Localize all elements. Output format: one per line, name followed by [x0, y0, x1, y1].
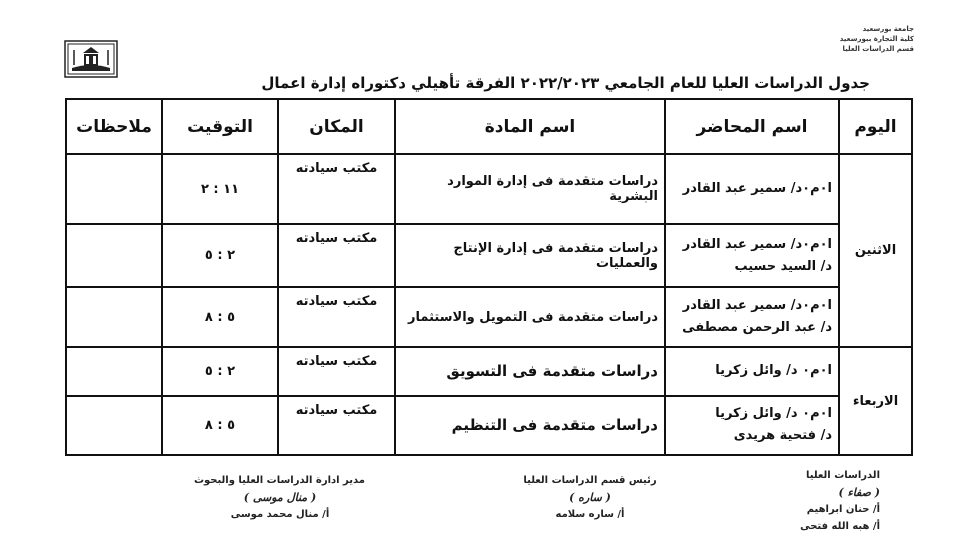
university-line-1: جامعة بورسعيد	[862, 25, 914, 33]
time-cell: ١١ : ٢	[162, 154, 278, 224]
university-line-3: قسم الدراسات العليا	[842, 45, 914, 53]
lecturer-name: ا٠م٠ د/ وائل زكريا	[715, 406, 832, 422]
table-row	[66, 347, 912, 395]
subject-cell: دراسات متقدمة فى التنظيم	[395, 396, 665, 455]
handwritten-signature: ( ساره )	[569, 491, 611, 504]
subject-cell: دراسات متقدمة فى إدارة الإنتاج والعمليات	[395, 224, 665, 286]
signature-block-director	[195, 472, 365, 523]
day-cell-wednesday: الاربعاء	[839, 347, 912, 455]
lecturer-name: د/ عبد الرحمن مصطفى	[682, 320, 832, 336]
signature-title: مدير ادارة الدراسات العليا والبحوث	[193, 475, 365, 486]
day-cell-monday: الاثنين	[839, 154, 912, 347]
university-header	[834, 24, 914, 54]
place-cell: مكتب سيادته	[278, 154, 395, 224]
table-row	[66, 224, 912, 286]
place-cell: مكتب سيادته	[278, 287, 395, 347]
lecturer-cell	[665, 396, 839, 455]
table-row	[66, 396, 912, 455]
subject-cell: دراسات متقدمة فى التسويق	[395, 347, 665, 395]
header-subject: اسم المادة	[395, 99, 665, 154]
header-time: التوقيت	[162, 99, 278, 154]
signatory-name: أ/ منال محمد موسى	[230, 509, 330, 520]
handwritten-signature: ( منال موسى )	[243, 491, 317, 504]
signatory-name: أ/ هبه الله فتحى	[800, 521, 880, 532]
time-cell: ٢ : ٥	[162, 347, 278, 395]
place-cell: مكتب سيادته	[278, 224, 395, 286]
subject-cell: دراسات متقدمة فى إدارة الموارد البشرية	[395, 154, 665, 224]
signatory-name: أ/ حنان ابراهيم	[806, 504, 880, 515]
header-notes: ملاحظات	[66, 99, 162, 154]
place-cell: مكتب سيادته	[278, 347, 395, 395]
subject-cell: دراسات متقدمة فى التمويل والاستثمار	[395, 287, 665, 347]
header-day: اليوم	[839, 99, 912, 154]
time-cell: ٥ : ٨	[162, 396, 278, 455]
time-cell: ٥ : ٨	[162, 287, 278, 347]
university-logo-icon	[64, 40, 118, 78]
schedule-table	[65, 98, 913, 456]
table-header-row	[66, 99, 912, 154]
lecturer-name: ا٠م٠د/ سمير عبد القادر	[682, 298, 832, 314]
notes-cell	[66, 396, 162, 455]
signature-title: الدراسات العليا	[805, 470, 880, 481]
signature-title: رئيس قسم الدراسات العليا	[523, 475, 657, 486]
notes-cell	[66, 287, 162, 347]
notes-cell	[66, 224, 162, 286]
table-row	[66, 287, 912, 347]
lecturer-cell	[665, 154, 839, 224]
lecturer-cell	[665, 287, 839, 347]
lecturer-cell	[665, 224, 839, 286]
lecturer-name: د/ السيد حسيب	[734, 258, 832, 274]
table-row	[66, 154, 912, 224]
lecturer-name: د/ فتحية هريدى	[733, 428, 832, 444]
lecturer-cell	[665, 347, 839, 395]
handwritten-signature: ( صفاء )	[838, 486, 880, 499]
lecturer-name: ا٠م٠ د/ وائل زكريا	[715, 363, 832, 379]
place-cell: مكتب سيادته	[278, 396, 395, 455]
lecturer-name: ا٠م٠د/ سمير عبد القادر	[682, 181, 832, 197]
signature-block-graduate-studies	[770, 467, 880, 535]
lecturer-name: ا٠م٠د/ سمير عبد القادر	[682, 236, 832, 252]
signatory-name: أ/ ساره سلامه	[555, 509, 625, 520]
signature-block-department-head	[500, 472, 680, 523]
notes-cell	[66, 347, 162, 395]
document-title: جدول الدراسات العليا للعام الجامعي ٢٠٢٢/٢٠٢٣ الفرقة تأهيلي دكتوراه إدارة اعمال	[261, 74, 870, 92]
notes-cell	[66, 154, 162, 224]
university-line-2: كلية التجارة ببورسعيد	[839, 35, 914, 43]
header-lecturer: اسم المحاضر	[665, 99, 839, 154]
header-place: المكان	[278, 99, 395, 154]
time-cell: ٢ : ٥	[162, 224, 278, 286]
